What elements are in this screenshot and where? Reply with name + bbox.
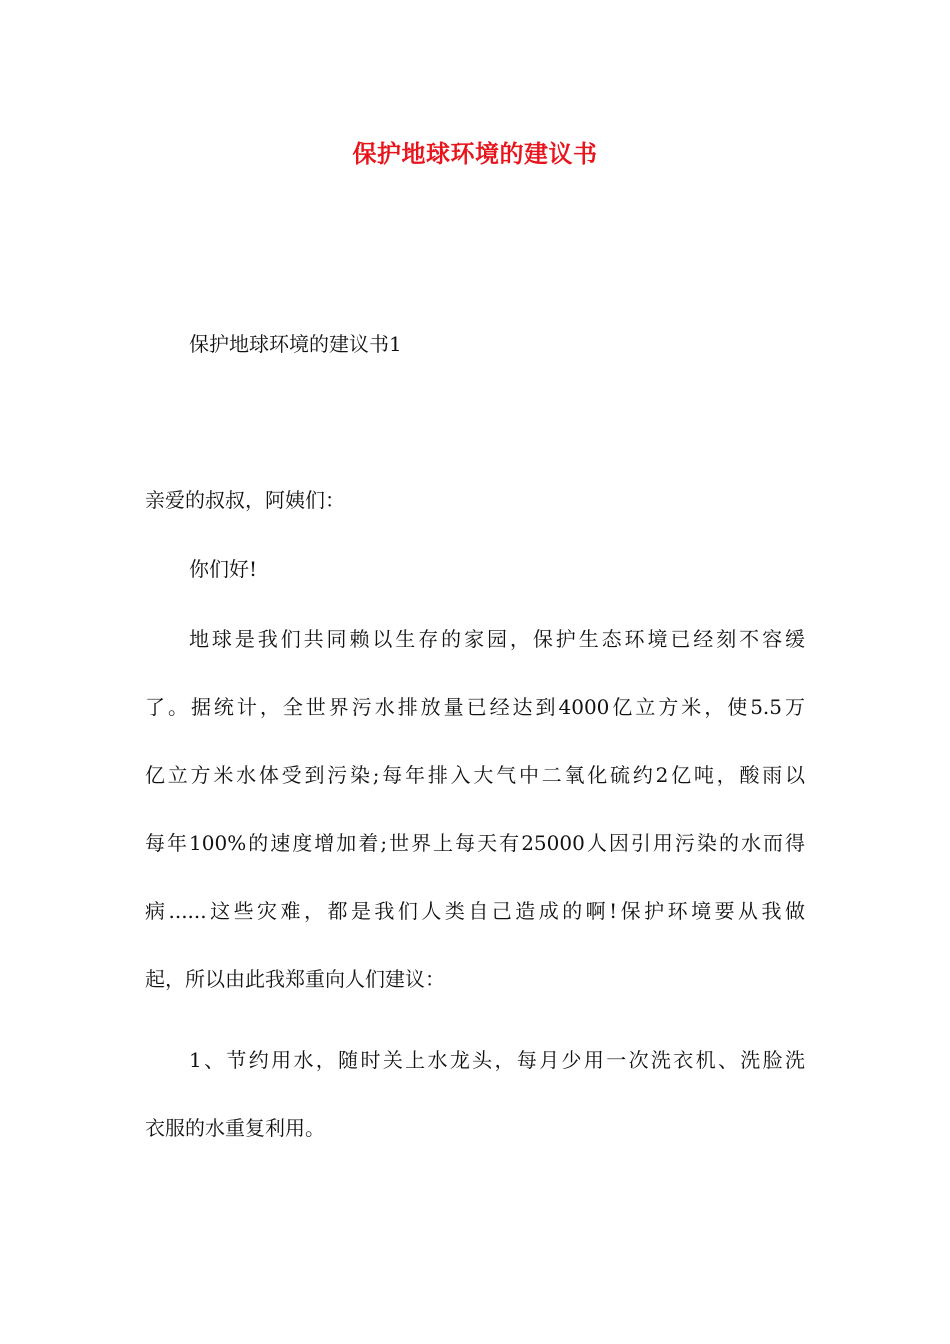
paragraph-line: 了。据统计，全世界污水排放量已经达到4000亿立方米，使5.5万	[145, 695, 805, 719]
paragraph-line: 每年100%的速度增加着;世界上每天有25000人因引用污染的水而得	[145, 831, 805, 855]
paragraph-line: 衣服的水重复利用。	[145, 1116, 325, 1140]
paragraph-line: 亿立方米水体受到污染;每年排入大气中二氧化硫约2亿吨，酸雨以	[145, 763, 805, 787]
greeting-line: 你们好!	[189, 557, 258, 581]
paragraph-line: 地球是我们共同赖以生存的家园，保护生态环境已经刻不容缓	[189, 627, 805, 651]
body-paragraph-2	[145, 1050, 805, 1186]
body-paragraph-1	[145, 629, 805, 1037]
document-title: 保护地球环境的建议书	[352, 139, 598, 168]
paragraph-line: 病......这些灾难，都是我们人类自己造成的啊!保护环境要从我做	[145, 899, 805, 923]
paragraph-line: 起，所以由此我郑重向人们建议：	[145, 967, 445, 991]
paragraph-line: 1、节约用水，随时关上水龙头，每月少用一次洗衣机、洗脸洗	[189, 1048, 805, 1072]
section-heading: 保护地球环境的建议书1	[189, 332, 402, 356]
salutation-line: 亲爱的叔叔，阿姨们：	[145, 488, 345, 512]
